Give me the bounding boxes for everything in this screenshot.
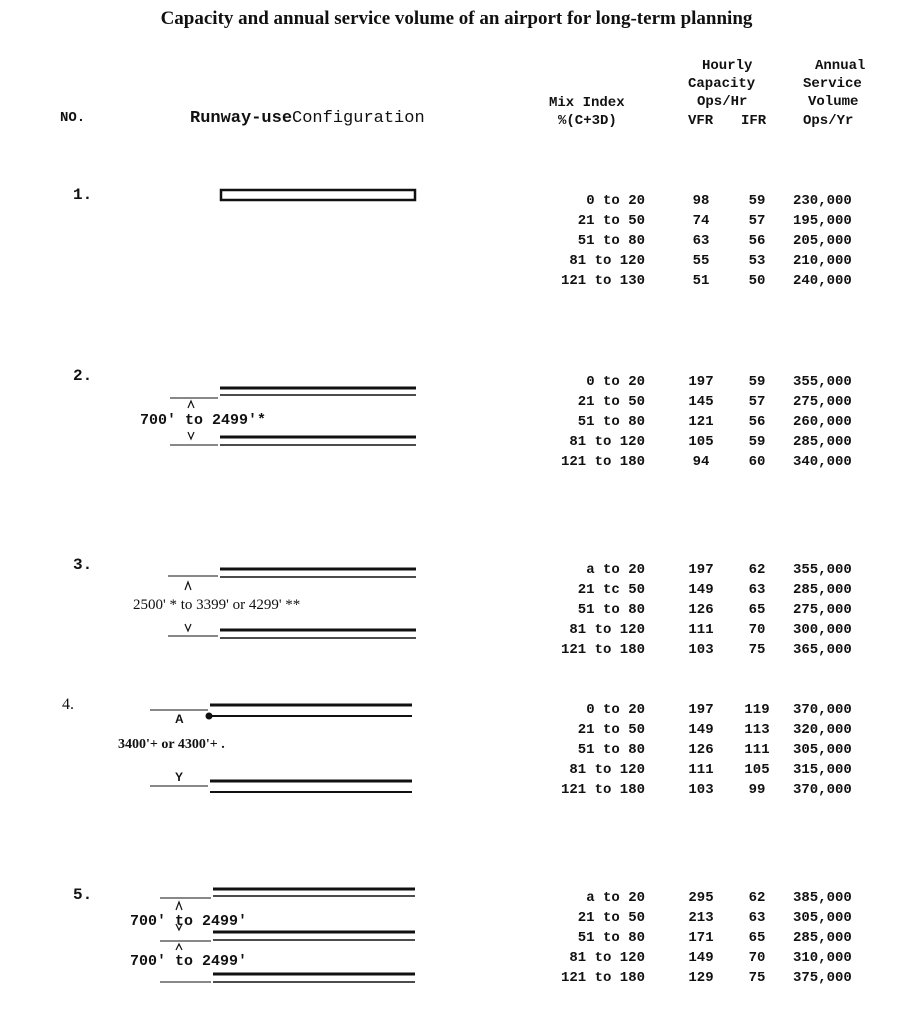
header-ifr: IFR [741,113,767,129]
vfr-cell: 126 [688,742,714,758]
vfr-cell: 121 [688,414,714,430]
header-config-a: Runway-use [190,109,293,128]
annual-service-volume-cell: 370,000 [793,702,852,718]
separation-label-5b: 700' to 2499' [130,953,248,970]
vfr-cell: 149 [688,722,714,738]
vfr-cell: 105 [688,434,714,450]
ifr-cell: 59 [748,434,766,450]
header-vfr: VFR [688,113,714,129]
mix-index-cell: 121 to 180 [560,970,645,986]
annual-service-volume-cell: 195,000 [793,213,852,229]
table-row [0,454,913,474]
vfr-cell: 103 [688,782,714,798]
annual-service-volume-cell: 205,000 [793,233,852,249]
vfr-cell: 197 [688,374,714,390]
ifr-cell: 56 [748,233,766,249]
vfr-cell: 63 [692,233,710,249]
annual-service-volume-cell: 285,000 [793,434,852,450]
ifr-cell: 62 [748,562,766,578]
annual-service-volume-cell: 305,000 [793,742,852,758]
header-no: NO. [60,110,86,126]
annual-service-volume-cell: 315,000 [793,762,852,778]
page-title: Capacity and annual service volume of an airport for long-term planning [160,8,753,29]
mix-index-cell: 51 to 80 [577,742,645,758]
vfr-cell: 145 [688,394,714,410]
mix-index-cell: 21 to 50 [577,722,645,738]
annual-service-volume-cell: 375,000 [793,970,852,986]
table-row [0,930,913,950]
annual-service-volume-cell: 310,000 [793,950,852,966]
ifr-cell: 62 [748,890,766,906]
mix-index-cell: 51 to 80 [577,930,645,946]
mix-index-cell: 81 to 120 [569,434,645,450]
config-number-3: 3. [73,556,93,574]
annual-service-volume-cell: 305,000 [793,910,852,926]
table-row [0,722,913,742]
ifr-cell: 99 [748,782,766,798]
vfr-cell: 74 [692,213,710,229]
dim-marker-y: Y [175,770,184,784]
ifr-cell: 57 [748,213,766,229]
table-row [0,582,913,602]
annual-service-volume-cell: 385,000 [793,890,852,906]
table-row [0,562,913,582]
ifr-cell: 111 [744,742,770,758]
mix-index-cell: 121 to 180 [560,642,645,658]
separation-label-4: 3400'+ or 4300'+ . [118,737,225,752]
header-asv-3: Volume [808,94,859,110]
table-row [0,890,913,910]
config-number-4: 4. [62,696,74,713]
ifr-cell: 113 [744,722,770,738]
mix-index-cell: 21 tc 50 [577,582,645,598]
header-asv-2: Service [803,76,862,92]
vfr-cell: 55 [692,253,710,269]
header-asv-4: Ops/Yr [803,113,854,129]
vfr-cell: 51 [692,273,710,289]
table-row [0,374,913,394]
ifr-cell: 75 [748,642,766,658]
table-row [0,910,913,930]
ifr-cell: 53 [748,253,766,269]
mix-index-cell: 81 to 120 [569,762,645,778]
table-row [0,253,913,273]
header-hourly-2: Capacity [688,76,756,92]
vfr-cell: 149 [688,950,714,966]
ifr-cell: 119 [744,702,770,718]
ifr-cell: 65 [748,602,766,618]
table-row [0,213,913,233]
table-row [0,642,913,662]
vfr-cell: 126 [688,602,714,618]
mix-index-cell: 0 to 20 [586,193,645,209]
annual-service-volume-cell: 340,000 [793,454,852,470]
table-row [0,762,913,782]
header-config-b: Configuration [292,109,425,128]
table-row [0,193,913,213]
table-row [0,950,913,970]
mix-index-cell: 21 to 50 [577,394,645,410]
table-row [0,273,913,293]
mix-index-cell: a to 20 [586,562,645,578]
vfr-cell: 149 [688,582,714,598]
annual-service-volume-cell: 320,000 [793,722,852,738]
ifr-cell: 70 [748,950,766,966]
annual-service-volume-cell: 275,000 [793,602,852,618]
header-mix-2: %(C+3D) [558,113,617,129]
ifr-cell: 56 [748,414,766,430]
annual-service-volume-cell: 365,000 [793,642,852,658]
mix-index-cell: 121 to 180 [560,782,645,798]
mix-index-cell: 51 to 80 [577,414,645,430]
annual-service-volume-cell: 300,000 [793,622,852,638]
config-number-1: 1. [73,186,93,204]
ifr-cell: 63 [748,582,766,598]
separation-label-2: 700' to 2499'* [140,412,267,429]
vfr-cell: 111 [688,622,714,638]
header-asv-1: Annual [815,58,866,74]
annual-service-volume-cell: 355,000 [793,562,852,578]
ifr-cell: 63 [748,910,766,926]
table-row [0,394,913,414]
table-row [0,414,913,434]
mix-index-cell: 0 to 20 [586,702,645,718]
table-row [0,742,913,762]
ifr-cell: 59 [748,374,766,390]
config-number-2: 2. [73,367,93,385]
dim-marker-a: A [175,712,184,726]
table-row [0,970,913,990]
mix-index-cell: 0 to 20 [586,374,645,390]
table-row [0,702,913,722]
vfr-cell: 197 [688,702,714,718]
separation-label-3: 2500' * to 3399' or 4299' ** [133,597,301,613]
mix-index-cell: 21 to 50 [577,213,645,229]
separation-label-5a: 700' to 2499' [130,913,248,930]
annual-service-volume-cell: 240,000 [793,273,852,289]
ifr-cell: 70 [748,622,766,638]
mix-index-cell: 81 to 120 [569,253,645,269]
ifr-cell: 57 [748,394,766,410]
table-row [0,782,913,802]
annual-service-volume-cell: 285,000 [793,930,852,946]
annual-service-volume-cell: 370,000 [793,782,852,798]
vfr-cell: 98 [692,193,710,209]
config-number-5: 5. [73,886,93,904]
mix-index-cell: 121 to 130 [560,273,645,289]
table-row [0,434,913,454]
annual-service-volume-cell: 260,000 [793,414,852,430]
mix-index-cell: 121 to 180 [560,454,645,470]
ifr-cell: 65 [748,930,766,946]
mix-index-cell: 51 to 80 [577,602,645,618]
annual-service-volume-cell: 210,000 [793,253,852,269]
vfr-cell: 197 [688,562,714,578]
mix-index-cell: 21 to 50 [577,910,645,926]
mix-index-cell: 51 to 80 [577,233,645,249]
ifr-cell: 105 [744,762,770,778]
header-mix-1: Mix Index [549,95,625,111]
annual-service-volume-cell: 275,000 [793,394,852,410]
ifr-cell: 60 [748,454,766,470]
mix-index-cell: a to 20 [586,890,645,906]
annual-service-volume-cell: 230,000 [793,193,852,209]
mix-index-cell: 81 to 120 [569,622,645,638]
header-hourly-1: Hourly [702,58,753,74]
vfr-cell: 94 [692,454,710,470]
header-hourly-3: Ops/Hr [697,94,748,110]
vfr-cell: 111 [688,762,714,778]
vfr-cell: 295 [688,890,714,906]
ifr-cell: 75 [748,970,766,986]
annual-service-volume-cell: 355,000 [793,374,852,390]
vfr-cell: 213 [688,910,714,926]
annual-service-volume-cell: 285,000 [793,582,852,598]
table-row [0,622,913,642]
vfr-cell: 129 [688,970,714,986]
ifr-cell: 59 [748,193,766,209]
table-row [0,602,913,622]
vfr-cell: 103 [688,642,714,658]
mix-index-cell: 81 to 120 [569,950,645,966]
ifr-cell: 50 [748,273,766,289]
table-row [0,233,913,253]
vfr-cell: 171 [688,930,714,946]
